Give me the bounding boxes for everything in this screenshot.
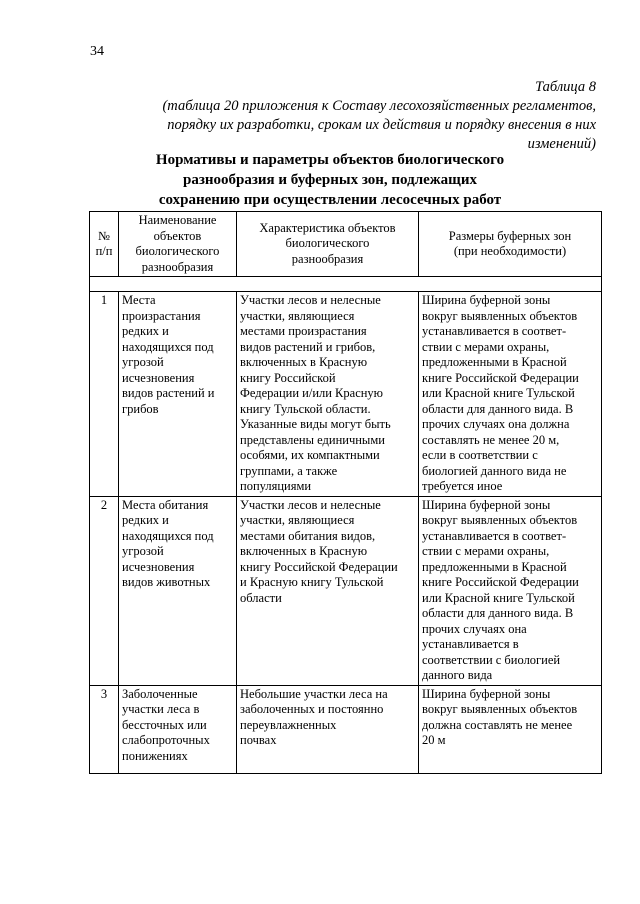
row-characteristic: Участки лесов и нелесные участки, являющиеся местами обитания видов, включенных в Красную книгу Российской Федерации и Красную книгу Тульской области <box>237 496 419 685</box>
row-num: 1 <box>90 292 119 497</box>
table-row <box>90 685 602 773</box>
title-line-2: разнообразия и буферных зон, подлежащих <box>183 172 477 188</box>
table-header-row <box>90 212 602 277</box>
row-num: 2 <box>90 496 119 685</box>
table-caption <box>126 78 596 154</box>
row-num: 3 <box>90 685 119 773</box>
row-name: Места произрастания редких и находящихся под угрозой исчезновения видов растений и грибов <box>119 292 237 497</box>
caption-line-2: (таблица 20 приложения к Составу лесохозяйственных регламентов, <box>162 98 596 114</box>
caption-line-1: Таблица 8 <box>535 79 596 95</box>
page-number: 34 <box>90 44 104 59</box>
title-line-3: сохранению при осуществлении лесосечных работ <box>158 192 502 208</box>
row-characteristic: Участки лесов и нелесные участки, являющиеся местами произрастания видов растений и грибов, включенных в Красную книгу Российской Федерации и/или Красную книгу Тульской области. Указанные виды могут быть представлены единичными особями, их компактными группами, а также популяциями <box>237 292 419 497</box>
table-row <box>90 292 602 497</box>
row-name: Заболоченные участки леса в бессточных или слабопроточных понижениях <box>119 685 237 773</box>
document-title <box>100 150 560 210</box>
header-characteristic: Характеристика объектов биологического разнообразия <box>237 212 419 277</box>
caption-line-4: изменений) <box>527 136 596 152</box>
row-name: Места обитания редких и находящихся под угрозой исчезновения видов животных <box>119 496 237 685</box>
header-name: Наименование объектов биологического разнообразия <box>119 212 237 277</box>
biodiversity-table <box>89 211 602 774</box>
table-row <box>90 496 602 685</box>
header-num: № п/п <box>90 212 119 277</box>
row-buffer: Ширина буферной зоны вокруг выявленных объектов должна составлять не менее 20 м <box>419 685 602 773</box>
caption-line-3: порядку их разработки, срокам их действия и порядку внесения в них <box>167 117 596 133</box>
row-characteristic: Небольшие участки леса на заболоченных и постоянно переувлажненных почвах <box>237 685 419 773</box>
title-line-1: Нормативы и параметры объектов биологического <box>155 152 505 168</box>
row-buffer: Ширина буферной зоны вокруг выявленных объектов устанавливается в соответ- ствии с мерами охраны, предложенными в Красной книге Российской Федерации или Красной книге Тульской области для данного вида. В прочих случаях она должна составлять не менее 20 м, если в соответствии с биологией данного вида не требуется иное <box>419 292 602 497</box>
header-buffer: Размеры буферных зон (при необходимости) <box>419 212 602 277</box>
table-spacer-row <box>90 277 602 292</box>
row-buffer: Ширина буферной зоны вокруг выявленных объектов устанавливается в соответ- ствии с мерами охраны, предложенными в Красной книге Российской Федерации или Красной книге Тульской области для данного вида. В прочих случаях она устанавливается в соответствии с биологией данного вида <box>419 496 602 685</box>
